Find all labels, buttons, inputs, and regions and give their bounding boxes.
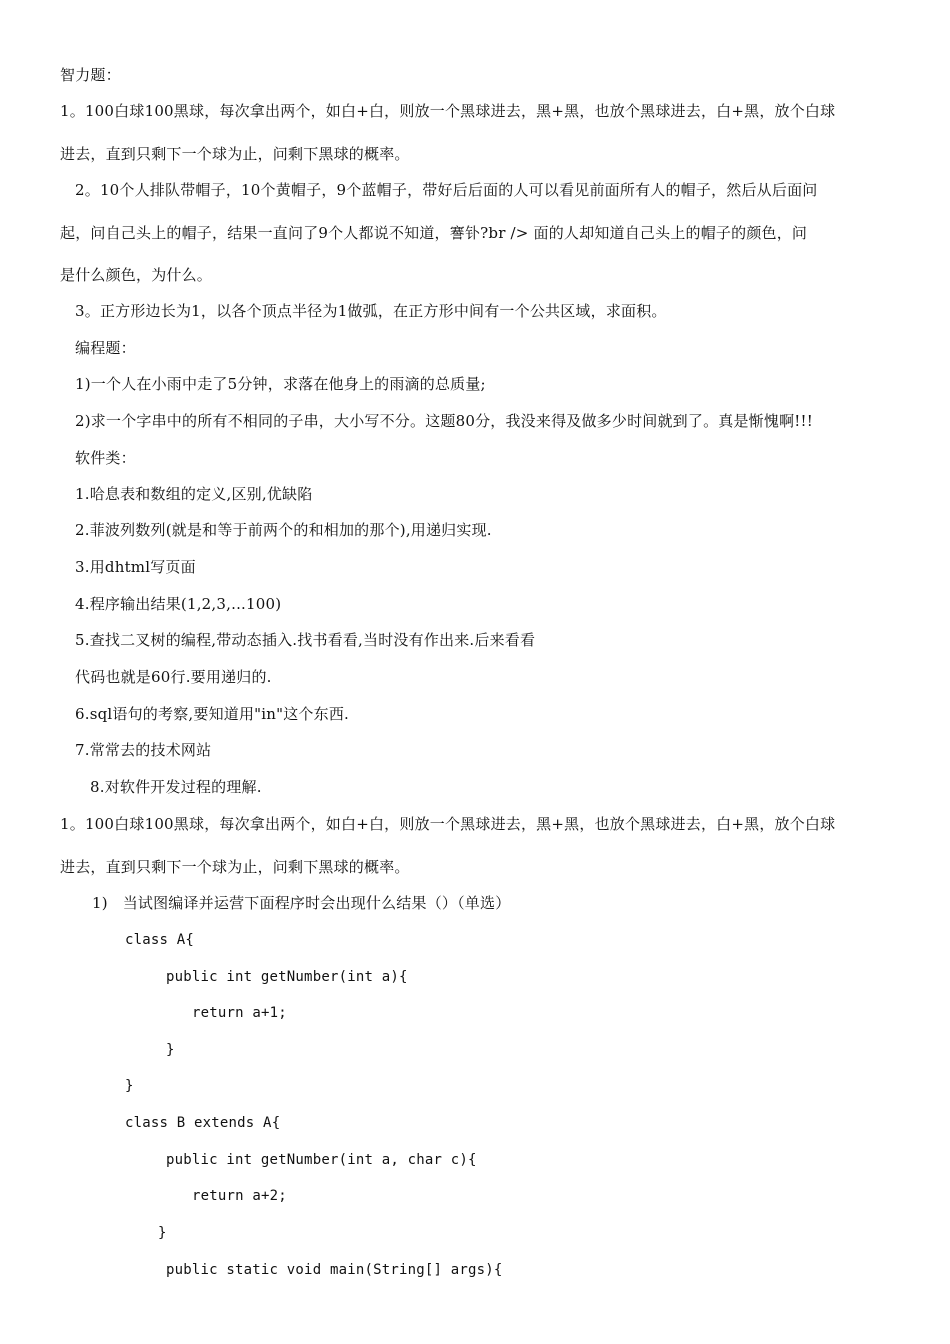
- programming-heading: 编程题：: [75, 339, 136, 357]
- question-2-line-2: 起，问自己头上的帽子，结果一直问了9个人都说不知道，謇钋?br /> 面的人却知道自己头上的帽子的颜色，问: [60, 224, 808, 242]
- question-3: 3。正方形边长为1，以各个顶点半径为1做弧，在正方形中间有一个公共区域，求面积。: [75, 302, 667, 320]
- code-line: public int getNumber(int a, char c){: [166, 1152, 477, 1168]
- programming-question-2: 2)求一个字串中的所有不相同的子串，大小写不分。这题80分，我没来得及做多少时间就到了。真是惭愧啊!!!: [75, 412, 813, 430]
- question-2-line-1: 2。10个人排队带帽子，10个黄帽子，9个蓝帽子，带好后后面的人可以看见前面所有人的帽子，然后从后面问: [75, 181, 818, 199]
- code-line: class B extends A{: [125, 1115, 281, 1131]
- code-line: return a+1;: [192, 1005, 287, 1021]
- question-2-line-3: 是什么颜色，为什么。: [60, 266, 213, 284]
- code-line: }: [125, 1078, 134, 1094]
- code-line: }: [158, 1225, 167, 1241]
- code-line: class A{: [125, 932, 195, 948]
- software-item-5-line-1: 5.查找二叉树的编程,带动态插入.找书看看,当时没有作出来.后来看看: [75, 631, 536, 649]
- programming-question-1: 1)一个人在小雨中走了5分钟，求落在他身上的雨滴的总质量;: [75, 375, 486, 393]
- software-item-3: 3.用dhtml写页面: [75, 558, 196, 576]
- software-heading: 软件类：: [75, 449, 136, 467]
- multiple-choice-question: 1) 当试图编译并运营下面程序时会出现什么结果（）（单选）: [92, 894, 511, 912]
- software-item-8: 8.对软件开发过程的理解.: [90, 778, 262, 796]
- software-item-6: 6.sql语句的考察,要知道用"in"这个东西.: [75, 705, 350, 723]
- puzzle-heading: 智力题：: [60, 66, 121, 84]
- repeated-question-line-2: 进去，直到只剩下一个球为止，问剩下黑球的概率。: [60, 858, 410, 876]
- software-item-7: 7.常常去的技术网站: [75, 741, 212, 759]
- question-1-line-1: 1。100白球100黑球，每次拿出两个，如白+白，则放一个黑球进去，黑+黑，也放个黑球进去，白+黑，放个白球: [60, 102, 836, 120]
- repeated-question-line-1: 1。100白球100黑球，每次拿出两个，如白+白，则放一个黑球进去，黑+黑，也放个黑球进去，白+黑，放个白球: [60, 815, 836, 833]
- code-line: public static void main(String[] args){: [166, 1262, 503, 1278]
- code-line: }: [166, 1042, 175, 1058]
- software-item-1: 1.哈息表和数组的定义,区别,优缺陷: [75, 485, 313, 503]
- question-1-line-2: 进去，直到只剩下一个球为止，问剩下黑球的概率。: [60, 145, 410, 163]
- code-line: public int getNumber(int a){: [166, 969, 408, 985]
- software-item-5-line-2: 代码也就是60行.要用递归的.: [75, 668, 272, 686]
- software-item-2: 2.菲波列数列(就是和等于前两个的和相加的那个),用递归实现.: [75, 521, 492, 539]
- code-line: return a+2;: [192, 1188, 287, 1204]
- software-item-4: 4.程序输出结果(1,2,3,...100): [75, 595, 282, 613]
